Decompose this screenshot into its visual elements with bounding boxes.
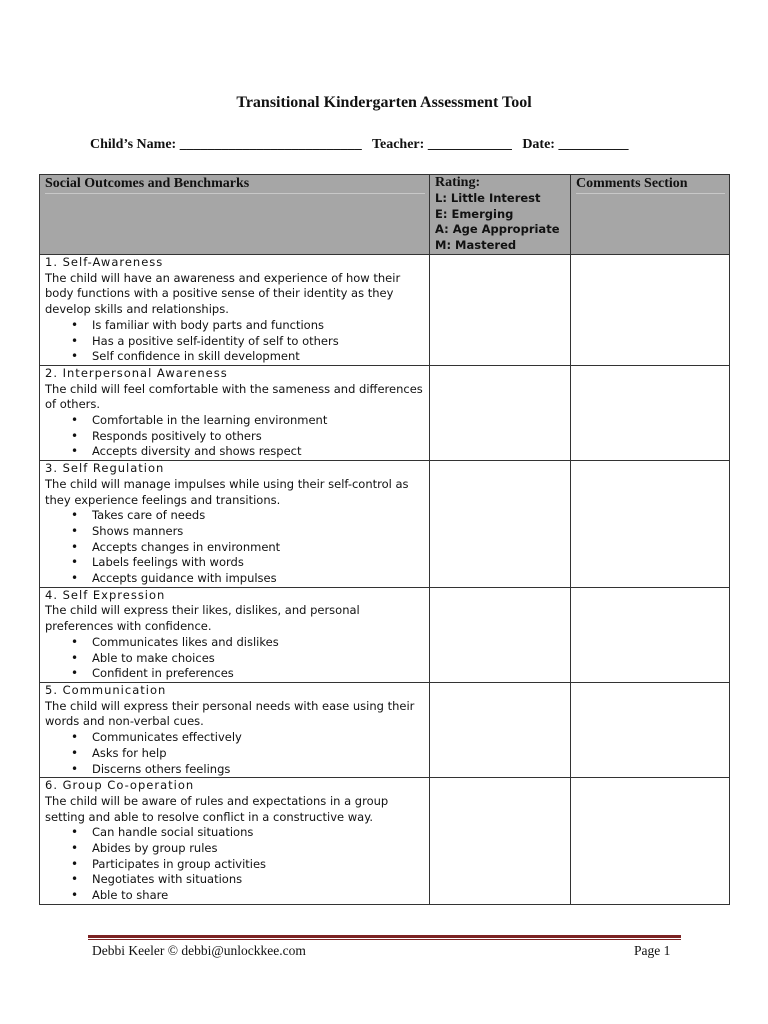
rating-scale-item: M: Mastered	[435, 237, 517, 252]
benchmark-item: • Communicates effectively	[92, 730, 425, 746]
benchmark-list	[45, 508, 425, 587]
table-row	[40, 365, 730, 460]
rating-scale	[435, 191, 566, 253]
section-title: 4. Self Expression	[45, 587, 166, 602]
section-title: 5. Communication	[45, 682, 167, 697]
benchmark-list	[45, 730, 425, 777]
benchmark-item: • Communicates likes and dislikes	[92, 635, 425, 651]
section-title: 3. Self Regulation	[45, 461, 165, 476]
benchmark-item: • Able to share	[92, 888, 425, 904]
table-row	[40, 461, 730, 588]
benchmark-item: • Negotiates with situations	[92, 872, 425, 888]
comments-cell[interactable]	[571, 778, 730, 905]
section-description: The child will have an awareness and experience of how their body functions with a positive sense of their identity as they develop skills and relationships.	[45, 270, 401, 317]
footer-rule-thick	[88, 935, 681, 938]
section-title: 6. Group Co-operation	[45, 778, 195, 793]
section-description: The child will manage impulses while using their self-control as they experience feelings and transitions.	[45, 476, 409, 507]
comments-header-cell	[571, 175, 730, 255]
benchmark-cell	[40, 778, 430, 905]
benchmark-item: • Comfortable in the learning environment	[92, 413, 425, 429]
footer-page-number: Page 1	[634, 943, 671, 958]
section-description: The child will feel comfortable with the sameness and differences of others.	[45, 381, 423, 412]
section-title: 2. Interpersonal Awareness	[45, 365, 228, 380]
benchmark-cell	[40, 461, 430, 588]
benchmark-item: • Responds positively to others	[92, 429, 425, 445]
benchmark-item: • Has a positive self-identity of self to others	[92, 334, 425, 350]
benchmark-cell	[40, 587, 430, 682]
section-title: 1. Self-Awareness	[45, 255, 164, 269]
table-row	[40, 587, 730, 682]
benchmark-item: • Accepts guidance with impulses	[92, 571, 425, 587]
benchmark-item: • Is familiar with body parts and functions	[92, 318, 425, 334]
rating-header: Rating:	[435, 175, 481, 190]
benchmark-item: • Can handle social situations	[92, 825, 425, 841]
benchmark-list	[45, 635, 425, 682]
benchmark-cell	[40, 255, 430, 366]
benchmark-cell	[40, 682, 430, 777]
document-title: Transitional Kindergarten Assessment Tool	[236, 94, 532, 111]
rating-scale-item: L: Little Interest	[435, 191, 541, 205]
benchmark-item: • Takes care of needs	[92, 508, 425, 524]
rating-cell[interactable]	[430, 682, 571, 777]
comments-cell[interactable]	[571, 682, 730, 777]
benchmark-item: • Discerns others feelings	[92, 762, 425, 778]
comments-cell[interactable]	[571, 365, 730, 460]
benchmark-item: • Shows manners	[92, 524, 425, 540]
child-name-blank: __________________________	[179, 137, 362, 152]
section-description: The child will express their personal needs with ease using their words and non-verbal cues.	[45, 698, 415, 729]
section-description: The child will be aware of rules and expectations in a group setting and able to resolve conflict in a constructive way.	[45, 793, 389, 824]
benchmark-item: • Self confidence in skill development	[92, 349, 425, 365]
benchmark-item: • Participates in group activities	[92, 857, 425, 873]
benchmark-item: • Able to make choices	[92, 651, 425, 667]
comments-cell[interactable]	[571, 587, 730, 682]
benchmark-list	[45, 318, 425, 365]
benchmark-item: • Confident in preferences	[92, 666, 425, 682]
rating-cell[interactable]	[430, 365, 571, 460]
benchmark-item: • Asks for help	[92, 746, 425, 762]
benchmark-item: • Abides by group rules	[92, 841, 425, 857]
rating-header-cell	[430, 175, 571, 255]
comments-cell[interactable]	[571, 255, 730, 366]
rating-scale-item: A: Age Appropriate	[435, 222, 560, 237]
assessment-table	[39, 174, 730, 905]
table-row	[40, 255, 730, 366]
rating-cell[interactable]	[430, 461, 571, 588]
teacher-label: Teacher:	[371, 137, 428, 152]
child-name-label: Child’s Name:	[90, 137, 180, 152]
table-header-row	[40, 175, 730, 255]
benchmark-item: • Labels feelings with words	[92, 555, 425, 571]
comments-header: Comments Section	[576, 176, 725, 194]
date-blank: __________	[558, 137, 629, 152]
teacher-blank: ____________	[427, 137, 512, 152]
outcomes-header-cell	[40, 175, 430, 255]
rating-cell[interactable]	[430, 255, 571, 366]
benchmark-cell	[40, 365, 430, 460]
footer-author: Debbi Keeler © debbi@unlockkee.com	[92, 943, 306, 958]
outcomes-header: Social Outcomes and Benchmarks	[45, 176, 425, 194]
rating-cell[interactable]	[430, 587, 571, 682]
section-description: The child will express their likes, dislikes, and personal preferences with confidence.	[45, 603, 360, 634]
child-info-line	[90, 137, 628, 153]
date-label: Date:	[522, 137, 559, 152]
benchmark-item: • Accepts diversity and shows respect	[92, 444, 425, 460]
benchmark-list	[45, 413, 425, 460]
table-row	[40, 778, 730, 905]
rating-scale-item: E: Emerging	[435, 206, 514, 221]
table-row	[40, 682, 730, 777]
comments-cell[interactable]	[571, 461, 730, 588]
benchmark-list	[45, 825, 425, 904]
benchmark-item: • Accepts changes in environment	[92, 540, 425, 556]
rating-cell[interactable]	[430, 778, 571, 905]
footer-rule-thin	[88, 939, 681, 940]
